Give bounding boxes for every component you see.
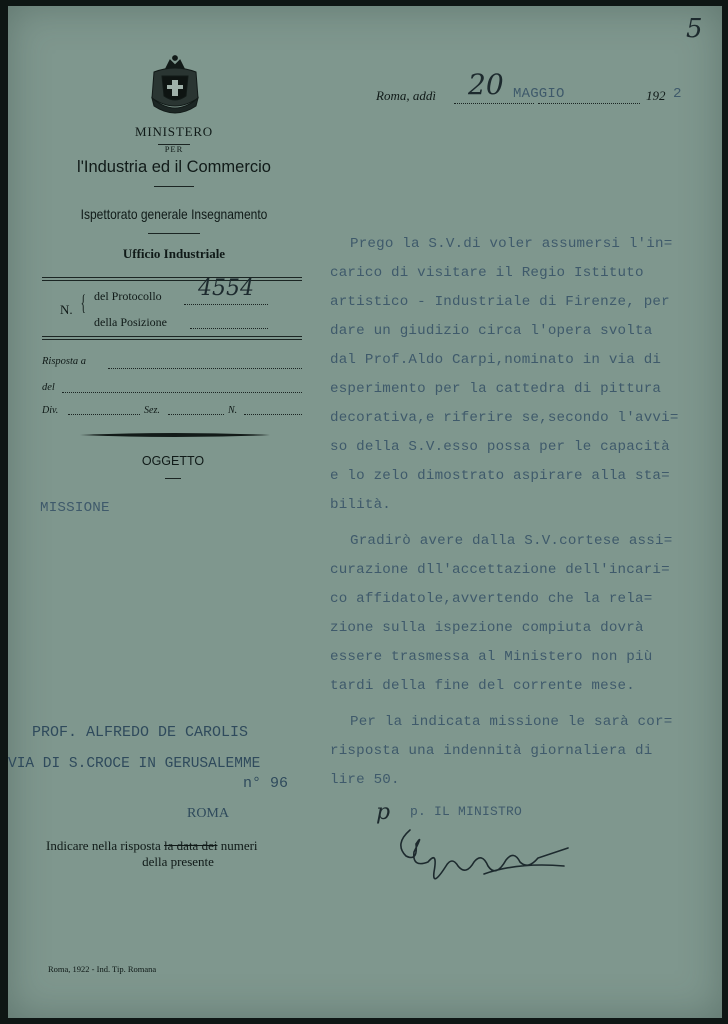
body-line: Gradirò avere dalla S.V.cortese assi= bbox=[350, 533, 673, 549]
date-month-line bbox=[538, 103, 640, 104]
date-month: MAGGIO bbox=[513, 86, 565, 102]
signature-initial: p bbox=[376, 800, 391, 825]
per-label: PER bbox=[164, 144, 184, 154]
n2-label: N. bbox=[228, 405, 238, 416]
footer-note-text: numeri bbox=[217, 838, 258, 853]
divider bbox=[42, 280, 302, 281]
page-number: 5 bbox=[686, 14, 703, 44]
sez-line bbox=[168, 414, 224, 415]
div-line bbox=[68, 414, 140, 415]
body-line: zione sulla ispezione compiuta dovrà bbox=[330, 620, 644, 636]
divider bbox=[42, 336, 302, 337]
sez-label: Sez. bbox=[144, 405, 160, 416]
protocol-line bbox=[184, 304, 268, 305]
subject-label: OGGETTO bbox=[141, 454, 205, 468]
divider bbox=[165, 478, 181, 479]
body-line: tardi della fine del corrente mese. bbox=[330, 678, 635, 694]
body-line: bilità. bbox=[330, 497, 391, 513]
office-label: Ufficio Industriale bbox=[122, 246, 226, 261]
date-day-line bbox=[454, 103, 534, 104]
addressee-street: VIA DI S.CROCE IN GERUSALEMME bbox=[8, 756, 261, 772]
divider bbox=[148, 233, 200, 234]
body-line: so della S.V.esso possa per le capacità bbox=[330, 439, 670, 455]
body-line: dal Prof.Aldo Carpi,nominato in via di bbox=[330, 352, 662, 368]
body-line: Prego la S.V.di voler assumersi l'in= bbox=[350, 236, 673, 252]
date-year-prefix: 192 bbox=[646, 88, 666, 103]
addressee-name: PROF. ALFREDO DE CAROLIS bbox=[32, 724, 249, 741]
body-line: dare un giudizio circa l'opera svolta bbox=[330, 323, 653, 339]
footer-note-line1 bbox=[46, 838, 258, 854]
n-label: N. bbox=[60, 302, 73, 317]
body-line: carico di visitare il Regio Istituto bbox=[330, 265, 644, 281]
body-line: artistico - Industriale di Firenze, per bbox=[330, 294, 670, 310]
divider bbox=[154, 186, 194, 187]
del-label: del bbox=[42, 382, 55, 393]
inspectorate-label: Ispettorato generale Insegnamento bbox=[80, 206, 268, 222]
date-year-suffix: 2 bbox=[673, 86, 682, 102]
position-label: della Posizione bbox=[94, 315, 167, 329]
divider bbox=[42, 339, 302, 340]
signature-label: p. IL MINISTRO bbox=[410, 804, 523, 819]
royal-crest-icon bbox=[146, 54, 204, 118]
date-place: Roma, addì bbox=[376, 88, 436, 103]
addressee-number: n° 96 bbox=[243, 775, 289, 792]
footer-note-line2: della presente bbox=[142, 854, 214, 869]
addressee-city: ROMA bbox=[186, 806, 229, 821]
protocol-number: 4554 bbox=[198, 276, 254, 301]
div-label: Div. bbox=[42, 405, 59, 416]
footer-note-text: Indicare nella risposta bbox=[46, 838, 165, 853]
body-line: lire 50. bbox=[330, 772, 400, 788]
body-line: curazione dll'accettazione dell'incari= bbox=[330, 562, 670, 578]
ministry-label: MINISTERO bbox=[135, 124, 213, 139]
signature-icon bbox=[388, 822, 578, 894]
body-line: decorativa,e riferire se,secondo l'avvi= bbox=[330, 410, 679, 426]
subject-value: MISSIONE bbox=[40, 500, 110, 516]
ornamental-divider bbox=[80, 432, 270, 438]
printer-imprint: Roma, 1922 - Ind. Tip. Romana bbox=[48, 964, 157, 974]
document-page bbox=[8, 6, 722, 1018]
brace: { bbox=[80, 290, 86, 315]
body-line: risposta una indennità giornaliera di bbox=[330, 743, 653, 759]
n2-line bbox=[244, 414, 302, 415]
industry-title: l'Industria ed il Commercio bbox=[77, 158, 271, 176]
body-line: e lo zelo dimostrato aspirare alla sta= bbox=[330, 468, 670, 484]
del-line bbox=[62, 392, 302, 393]
position-line bbox=[190, 328, 268, 329]
footer-note-struck: la data dei bbox=[164, 838, 218, 853]
reply-line bbox=[108, 368, 302, 369]
body-line: Per la indicata missione le sarà cor= bbox=[350, 714, 673, 730]
body-line: essere trasmessa al Ministero non più bbox=[330, 649, 653, 665]
divider bbox=[42, 277, 302, 278]
protocol-label: del Protocollo bbox=[94, 289, 162, 303]
body-line: esperimento per la cattedra di pittura bbox=[330, 381, 662, 397]
date-day: 20 bbox=[468, 68, 504, 101]
reply-label: Risposta a bbox=[42, 356, 87, 367]
body-line: co affidatole,avvertendo che la rela= bbox=[330, 591, 653, 607]
